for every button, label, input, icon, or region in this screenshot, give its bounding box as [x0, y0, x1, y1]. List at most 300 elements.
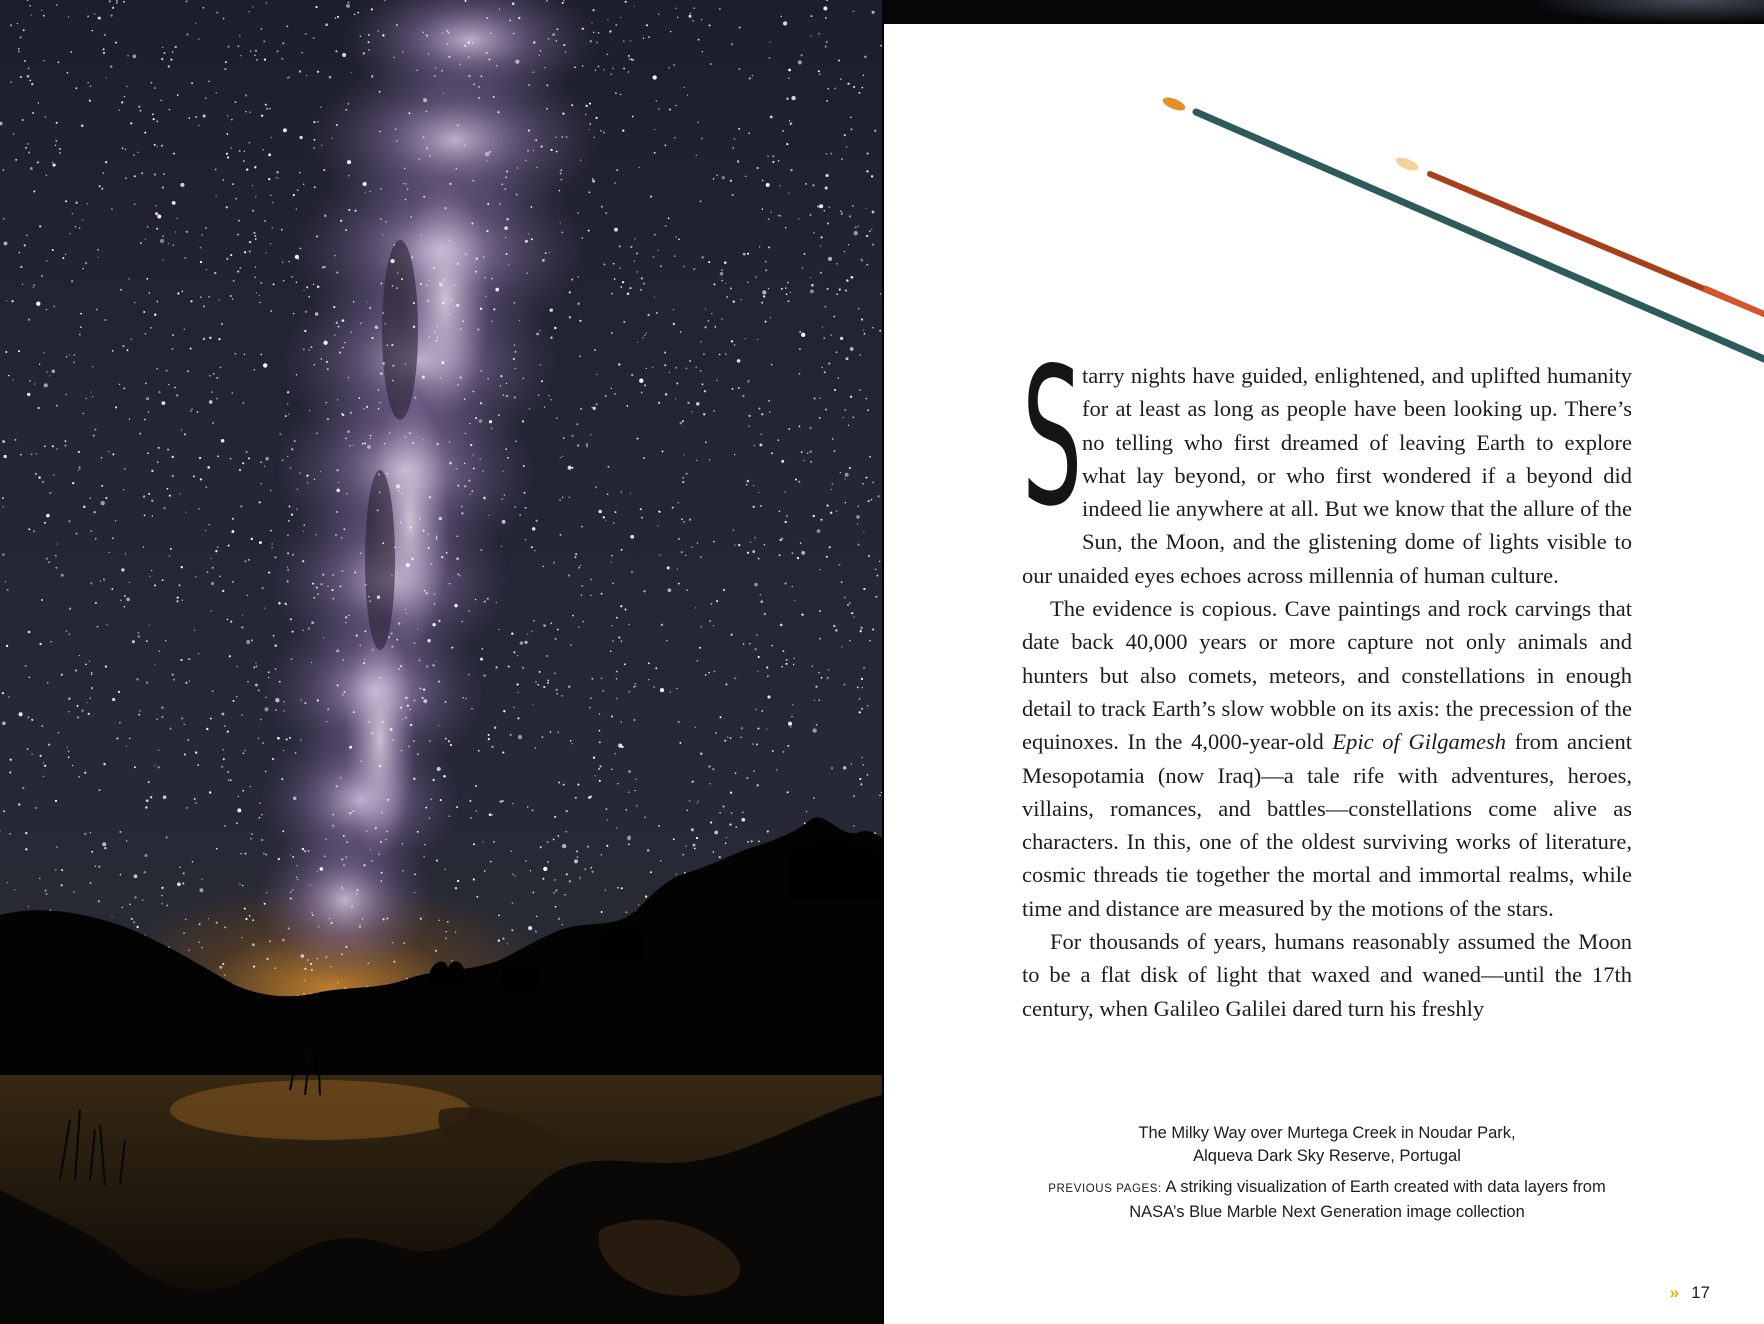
star — [818, 672, 819, 673]
star — [577, 276, 579, 278]
star — [509, 19, 511, 21]
star — [342, 347, 343, 348]
star — [533, 41, 535, 43]
star — [261, 814, 263, 816]
star — [532, 527, 535, 530]
star — [658, 402, 660, 404]
star — [756, 634, 758, 636]
star — [506, 395, 508, 397]
star — [785, 227, 787, 229]
star — [446, 552, 448, 554]
star — [861, 757, 863, 759]
star — [535, 931, 537, 933]
star — [389, 432, 390, 433]
star — [316, 433, 317, 434]
star — [52, 370, 55, 373]
star — [682, 481, 684, 483]
star — [623, 67, 625, 69]
star — [429, 280, 430, 281]
star — [457, 263, 459, 265]
star — [299, 172, 301, 174]
star — [105, 161, 107, 163]
star — [689, 800, 691, 802]
star — [419, 518, 420, 519]
star — [735, 772, 737, 774]
star — [228, 545, 230, 547]
star — [162, 903, 163, 904]
star — [57, 732, 59, 734]
star — [480, 549, 482, 551]
star — [253, 966, 255, 968]
star — [619, 267, 621, 269]
star — [457, 535, 459, 537]
star — [740, 737, 742, 739]
star — [316, 871, 317, 872]
star — [605, 889, 607, 891]
star — [38, 476, 40, 478]
star — [550, 623, 552, 625]
star — [181, 429, 182, 430]
star — [771, 452, 773, 454]
star — [75, 87, 77, 89]
star — [91, 672, 92, 673]
star — [190, 300, 192, 302]
star — [115, 520, 116, 521]
star — [562, 924, 563, 925]
star — [614, 393, 616, 395]
star — [826, 0, 828, 1]
star — [851, 276, 854, 279]
star — [611, 769, 613, 771]
star — [78, 776, 80, 778]
star — [600, 130, 601, 131]
star — [90, 832, 91, 833]
star — [85, 663, 87, 665]
star — [232, 392, 233, 393]
star — [678, 721, 680, 723]
star — [476, 258, 478, 260]
star — [801, 451, 803, 453]
star — [640, 289, 642, 291]
star — [361, 761, 362, 762]
star — [638, 904, 640, 906]
star — [203, 339, 204, 340]
star — [586, 443, 588, 445]
star — [193, 475, 195, 477]
star — [41, 599, 43, 601]
star — [478, 97, 480, 99]
star — [531, 546, 533, 548]
star — [205, 227, 207, 229]
star — [743, 643, 745, 645]
star — [589, 123, 591, 125]
star — [180, 493, 181, 494]
star — [594, 349, 596, 351]
star — [271, 547, 273, 549]
star — [836, 293, 838, 295]
star — [172, 674, 174, 676]
star — [372, 860, 373, 861]
star — [77, 716, 79, 718]
star — [673, 64, 675, 66]
star — [761, 600, 764, 603]
star — [282, 830, 284, 832]
star — [590, 434, 591, 435]
star — [820, 245, 821, 246]
star — [223, 749, 224, 750]
star — [810, 277, 811, 278]
paragraph-2-text-b: from ancient Mesopotamia (now Iraq)—a tale rife with adventures, heroes, villains, romances, and battles—constellations come alive as characters. In this, one of the oldest surviving works of literature, cosmic threads tie together the mortal and immortal realms, while time and distance are measured by the motions of the stars. — [1022, 729, 1632, 921]
star — [819, 74, 820, 75]
star — [392, 380, 394, 382]
star — [236, 696, 238, 698]
star — [57, 543, 58, 544]
star — [461, 506, 463, 508]
star — [20, 266, 22, 268]
star — [504, 226, 508, 230]
star — [455, 932, 456, 933]
star — [863, 329, 864, 330]
star — [198, 125, 200, 127]
star — [453, 285, 454, 286]
star — [635, 778, 637, 780]
star — [28, 716, 30, 718]
star — [27, 0, 29, 1]
star — [616, 698, 618, 700]
star — [125, 177, 127, 179]
star — [794, 600, 795, 601]
star — [83, 413, 85, 415]
star — [819, 638, 821, 640]
star — [664, 364, 666, 366]
star — [786, 515, 788, 517]
star — [772, 155, 774, 157]
star — [212, 422, 214, 424]
star — [547, 861, 549, 863]
star — [543, 624, 546, 627]
star — [209, 791, 211, 793]
star — [619, 245, 621, 247]
star — [169, 555, 171, 557]
star — [531, 206, 533, 208]
star — [716, 600, 718, 602]
star — [555, 137, 556, 138]
star — [617, 783, 618, 784]
star — [859, 389, 861, 391]
star — [127, 349, 129, 351]
star — [451, 647, 453, 649]
star — [634, 6, 635, 7]
star — [92, 396, 93, 397]
star — [396, 24, 398, 26]
star — [620, 17, 621, 18]
paragraph-2 — [1022, 592, 1632, 925]
star — [433, 267, 435, 269]
star — [78, 469, 79, 470]
star — [561, 695, 563, 697]
star — [255, 684, 258, 687]
star — [395, 128, 397, 130]
star — [144, 854, 147, 857]
star — [462, 320, 464, 322]
star — [70, 51, 72, 53]
star — [324, 266, 326, 268]
star — [642, 337, 643, 338]
star — [140, 242, 142, 244]
star — [331, 922, 333, 924]
star — [31, 453, 33, 455]
star — [101, 188, 103, 190]
star — [351, 906, 353, 908]
star — [409, 432, 411, 434]
star — [129, 904, 131, 906]
star — [571, 279, 573, 281]
star — [44, 445, 46, 447]
star — [747, 381, 749, 383]
star — [860, 630, 862, 632]
star — [74, 354, 76, 356]
star — [554, 672, 556, 674]
star — [357, 889, 359, 891]
star — [199, 888, 203, 892]
star — [120, 289, 122, 291]
star — [121, 568, 124, 571]
star — [53, 474, 54, 475]
star — [496, 65, 498, 67]
star — [286, 738, 288, 740]
star — [427, 300, 429, 302]
star — [627, 836, 631, 840]
star — [568, 574, 570, 576]
star — [27, 748, 29, 750]
star — [506, 383, 507, 384]
star — [846, 279, 848, 281]
star — [645, 895, 647, 897]
star — [72, 482, 74, 484]
star — [562, 113, 564, 115]
star — [423, 439, 425, 441]
star — [786, 143, 788, 145]
star — [617, 887, 619, 889]
previous-pages-text: A striking visualization of Earth created with data layers from NASA’s Blue Marble Next Generation image collection — [1129, 1178, 1606, 1221]
star — [726, 296, 728, 298]
star — [435, 339, 437, 341]
star — [540, 50, 542, 52]
star — [685, 845, 686, 846]
star — [293, 194, 295, 196]
star — [22, 283, 24, 285]
star — [50, 641, 52, 643]
star — [80, 313, 82, 315]
star — [833, 625, 835, 627]
star — [565, 51, 567, 53]
star — [179, 867, 181, 869]
star — [254, 166, 256, 168]
star — [422, 375, 425, 378]
star — [503, 394, 504, 395]
star — [337, 684, 339, 686]
star — [628, 770, 631, 773]
star — [277, 50, 279, 52]
star — [603, 263, 605, 265]
star — [360, 36, 362, 38]
star — [487, 598, 489, 600]
star — [548, 395, 549, 396]
star — [790, 292, 791, 293]
star — [525, 160, 526, 161]
star — [350, 412, 352, 414]
star — [69, 633, 71, 635]
star — [528, 233, 529, 234]
star — [468, 42, 470, 44]
star — [473, 84, 475, 86]
comet-head-pale — [1394, 155, 1420, 173]
star — [595, 486, 597, 488]
star — [655, 667, 657, 669]
star — [423, 688, 425, 690]
star — [112, 698, 115, 701]
star — [840, 337, 843, 340]
star — [146, 397, 149, 400]
star — [380, 402, 381, 403]
star — [419, 687, 421, 689]
star — [499, 9, 500, 10]
star — [762, 290, 766, 294]
star — [423, 856, 425, 858]
star — [423, 530, 425, 532]
star — [288, 413, 289, 414]
star — [250, 786, 251, 787]
star — [570, 644, 571, 645]
star — [861, 678, 863, 680]
star — [581, 594, 582, 595]
star — [678, 502, 679, 503]
star — [392, 942, 394, 944]
star — [239, 35, 241, 37]
star — [468, 480, 470, 482]
star — [341, 858, 343, 860]
star — [194, 630, 196, 632]
article-body — [1022, 327, 1632, 1025]
star — [81, 125, 83, 127]
star — [177, 292, 179, 294]
star — [415, 397, 417, 399]
star — [826, 288, 828, 290]
star — [676, 873, 677, 874]
star — [779, 185, 780, 186]
star — [723, 589, 725, 591]
star — [72, 765, 73, 766]
star — [27, 75, 30, 78]
star — [771, 645, 773, 647]
star — [3, 810, 5, 812]
star — [112, 7, 114, 9]
star — [501, 546, 502, 547]
star — [317, 71, 319, 73]
star — [357, 12, 359, 14]
star — [378, 389, 380, 391]
star — [146, 640, 148, 642]
star — [702, 383, 704, 385]
star — [3, 218, 4, 219]
star — [786, 293, 788, 295]
star — [758, 656, 760, 658]
star — [683, 266, 685, 268]
star — [713, 283, 715, 285]
star — [765, 321, 767, 323]
star — [307, 850, 309, 852]
star — [819, 397, 821, 399]
star — [534, 550, 535, 551]
star — [761, 434, 762, 435]
star — [489, 813, 492, 816]
star — [446, 931, 447, 932]
star — [479, 458, 480, 459]
star — [175, 46, 177, 48]
star — [314, 479, 315, 480]
star — [793, 664, 794, 665]
star — [161, 706, 163, 708]
star — [134, 874, 138, 878]
star — [579, 320, 581, 322]
star — [112, 537, 114, 539]
star — [160, 239, 164, 243]
star — [523, 465, 525, 467]
star — [844, 597, 845, 598]
star — [216, 92, 217, 93]
star — [445, 738, 447, 740]
star — [156, 368, 158, 370]
star — [590, 595, 592, 597]
star — [289, 737, 291, 739]
star — [528, 130, 530, 132]
star — [428, 336, 430, 338]
star — [275, 668, 277, 670]
star — [335, 50, 337, 52]
star — [670, 31, 671, 32]
star — [678, 583, 680, 585]
star — [259, 541, 262, 544]
star — [738, 387, 740, 389]
star — [304, 850, 306, 852]
star — [483, 497, 486, 500]
star — [338, 482, 339, 483]
star — [841, 581, 843, 583]
star — [625, 1, 627, 3]
star — [812, 184, 814, 186]
star — [500, 375, 502, 377]
star — [431, 563, 433, 565]
star — [770, 317, 771, 318]
star — [512, 2, 515, 5]
star — [55, 800, 57, 802]
star — [513, 33, 515, 35]
star — [379, 131, 381, 133]
star — [121, 907, 123, 909]
star — [601, 206, 603, 208]
comet-head-orange — [1161, 95, 1187, 113]
star — [101, 457, 103, 459]
star — [784, 491, 786, 493]
star — [669, 108, 671, 110]
star — [697, 122, 699, 124]
star — [622, 130, 624, 132]
star — [562, 2, 564, 4]
star — [252, 943, 255, 946]
star — [277, 737, 280, 740]
star — [860, 354, 861, 355]
star — [731, 812, 732, 813]
